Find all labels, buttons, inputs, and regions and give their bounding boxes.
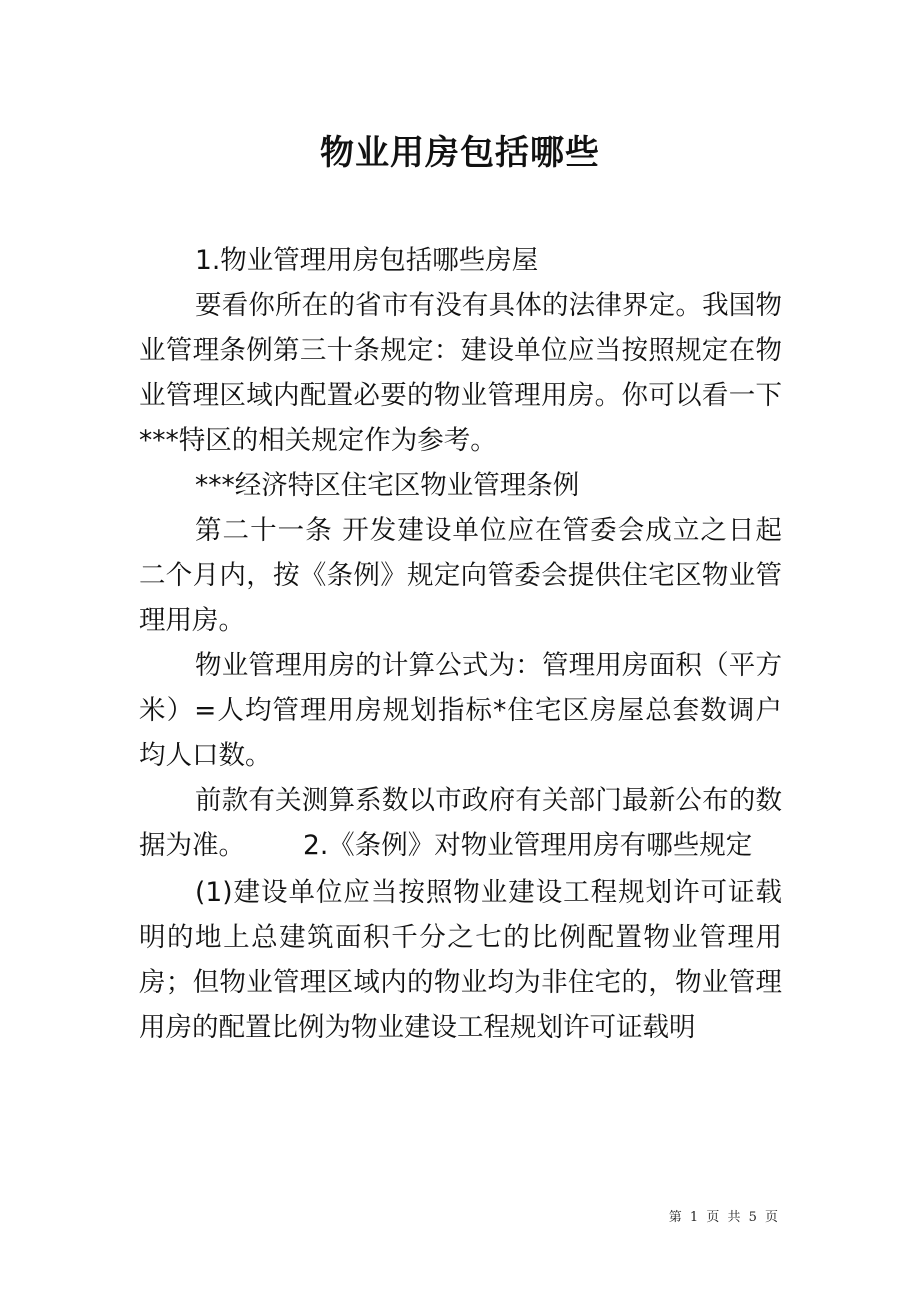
document-body [139,238,782,1050]
paragraph-6 [139,778,782,868]
paragraph-4: 第二十一条 开发建设单位应在管委会成立之日起二个月内，按《条例》规定向管委会提供住宅区物业管理用房。 [139,515,782,636]
paragraph-1: 1.物业管理用房包括哪些房屋 [195,245,539,276]
section-2-heading: 2.《条例》对物业管理用房有哪些规定 [303,830,753,861]
paragraph-3: ***经济特区住宅区物业管理条例 [195,470,580,501]
page-footer: 第 1 页 共 5 页 [668,1210,780,1225]
paragraph-6-text: 前款有关测算系数以市政府有关部门最新公布的数据为准。 [139,785,782,861]
paragraph-5: 物业管理用房的计算公式为：管理用房面积（平方米）=人均管理用房规划指标*住宅区房屋总套数调户均人口数。 [139,650,782,771]
paragraph-2: 要看你所在的省市有没有具体的法律界定。我国物业管理条例第三十条规定：建设单位应当按照规定在物业管理区域内配置必要的物业管理用房。你可以看一下***特区的相关规定作为参考。 [139,290,782,456]
paragraph-7: (1)建设单位应当按照物业建设工程规划许可证载明的地上总建筑面积千分之七的比例配置物业管理用房；但物业管理区域内的物业均为非住宅的，物业管理用房的配置比例为物业建设工程规划许可证载明 [139,877,782,1043]
document-title: 物业用房包括哪些 [320,133,600,173]
